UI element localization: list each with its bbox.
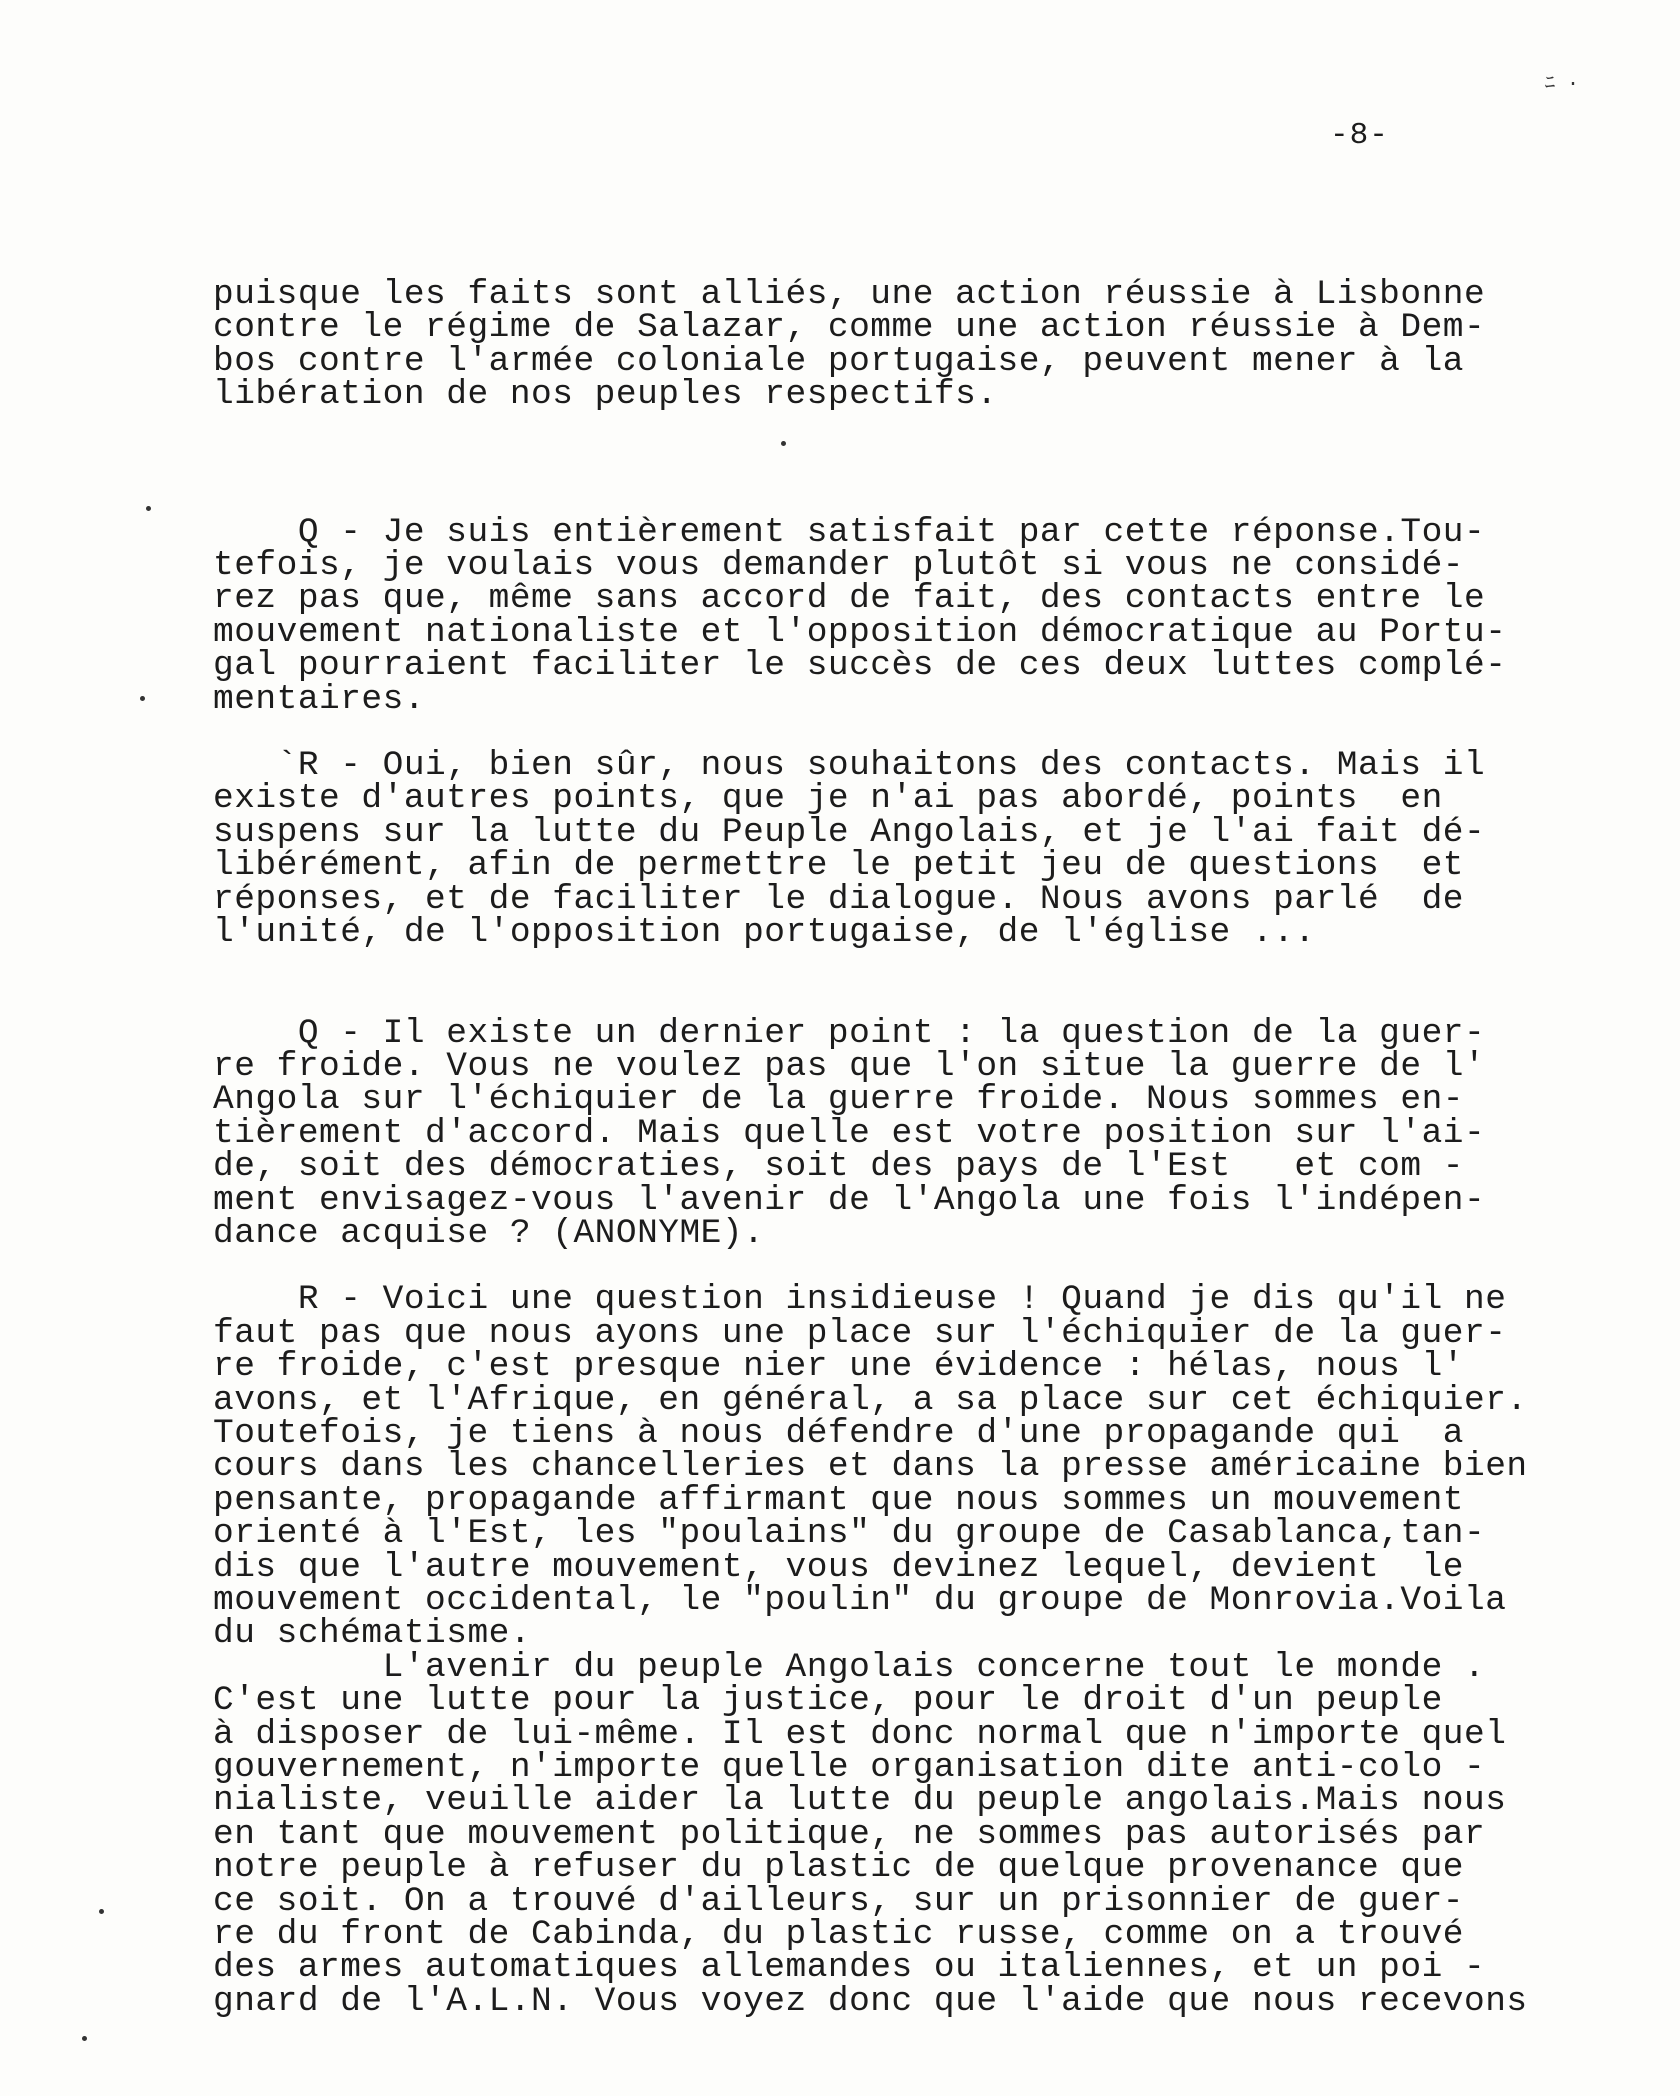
text-line: R - Voici une question insidieuse ! Quand je dis qu'il ne [213,1280,1507,1320]
text-line: notre peuple à refuser du plastic de quelque provenance que [213,1848,1464,1888]
text-line: tefois, je voulais vous demander plutôt si vous ne considé- [213,546,1464,586]
page-number: -8- [1330,118,1389,153]
text-line: suspens sur la lutte du Peuple Angolais, et je l'ai fait dé- [213,812,1486,852]
text-line: gnard de l'A.L.N. Vous voyez donc que l'aide que nous recevons [213,1981,1528,2021]
scan-speck [99,1909,104,1914]
text-line: réponses, et de faciliter le dialogue. Nous avons parlé de [213,879,1464,919]
text-line: nialiste, veuille aider la lutte du peuple angolais.Mais nous [213,1781,1507,1821]
text-line: contre le régime de Salazar, comme une action réussie à Dem- [213,308,1486,348]
text-line: mentaires. [213,679,426,719]
text-line: re du front de Cabinda, du plastic russe, comme on a trouvé [213,1915,1464,1955]
text-line: l'unité, de l'opposition portugaise, de l'église ... [213,913,1316,953]
paragraph-6 [213,1647,1528,2021]
text-line: à disposer de lui-même. Il est donc normal que n'importe quel [213,1714,1507,1754]
text-line: cours dans les chancelleries et dans la presse américaine bien [213,1447,1528,1487]
paragraph-2 [213,512,1507,719]
corner-mark: ﾆ · [1545,73,1580,96]
text-line: L'avenir du peuple Angolais concerne tout le monde . [213,1647,1486,1687]
text-line: Angola sur l'échiquier de la guerre froide. Nous sommes en- [213,1080,1464,1120]
paragraph-3 [213,746,1503,953]
text-line: Q - Il existe un dernier point : la question de la guer- [213,1013,1486,1053]
text-line: re froide. Vous ne voulez pas que l'on situe la guerre de l' [213,1046,1486,1086]
text-line: ce soit. On a trouvé d'ailleurs, sur un prisonnier de guer- [213,1881,1464,1921]
text-line: mouvement nationaliste et l'opposition démocratique au Portu- [213,612,1507,652]
text-line: faut pas que nous ayons une place sur l'échiquier de la guer- [213,1313,1507,1353]
text-line: ment envisagez-vous l'avenir de l'Angola une fois l'indépen- [213,1180,1486,1220]
paragraph-4 [213,1013,1503,1253]
document-body [213,275,1528,2021]
text-line: libérément, afin de permettre le petit jeu de questions et [213,846,1464,886]
text-line: Q - Je suis entièrement satisfait par cette réponse.Tou- [213,512,1486,552]
text-line: C'est une lutte pour la justice, pour le droit d'un peuple [213,1681,1443,1721]
scan-speck [82,2036,87,2041]
text-line: `R - Oui, bien sûr, nous souhaitons des contacts. Mais il [213,746,1486,786]
text-line: dance acquise ? (ANONYME). [213,1213,765,1253]
text-line: tièrement d'accord. Mais quelle est votre position sur l'ai- [213,1113,1486,1153]
text-line: puisque les faits sont alliés, une action réussie à Lisbonne [213,275,1486,314]
text-line: Toutefois, je tiens à nous défendre d'une propagande qui a [213,1413,1464,1453]
text-line: du schématisme. [213,1614,532,1654]
text-line: rez pas que, même sans accord de fait, des contacts entre le [213,579,1486,619]
text-line: orienté à l'Est, les "poulains" du groupe de Casablanca,tan- [213,1514,1486,1554]
text-line: des armes automatiques allemandes ou italiennes, et un poi - [213,1948,1486,1988]
text-line: de, soit des démocraties, soit des pays de l'Est et com - [213,1147,1464,1187]
text-line: gal pourraient faciliter le succès de ces deux luttes complé- [213,646,1507,686]
text-line: re froide, c'est presque nier une évidence : hélas, nous l' [213,1347,1464,1387]
text-line: gouvernement, n'importe quelle organisation dite anti-colo - [213,1748,1486,1788]
text-line: avons, et l'Afrique, en général, a sa place sur cet échiquier. [213,1380,1528,1420]
scan-speck [140,696,145,701]
text-line: pensante, propagande affirmant que nous sommes un mouvement [213,1480,1464,1520]
scan-speck [146,506,151,511]
text-line: dis que l'autre mouvement, vous devinez lequel, devient le [213,1547,1464,1587]
text-line: libération de nos peuples respectifs. [213,375,998,415]
paragraph-1 [213,275,1503,415]
text-line: en tant que mouvement politique, ne sommes pas autorisés par [213,1814,1486,1854]
text-line: existe d'autres points, que je n'ai pas abordé, points en [213,779,1443,819]
paragraph-5 [213,1280,1528,1654]
text-line: mouvement occidental, le "poulin" du groupe de Monrovia.Voila [213,1581,1507,1620]
text-line: bos contre l'armée coloniale portugaise, peuvent mener à la [213,341,1464,381]
